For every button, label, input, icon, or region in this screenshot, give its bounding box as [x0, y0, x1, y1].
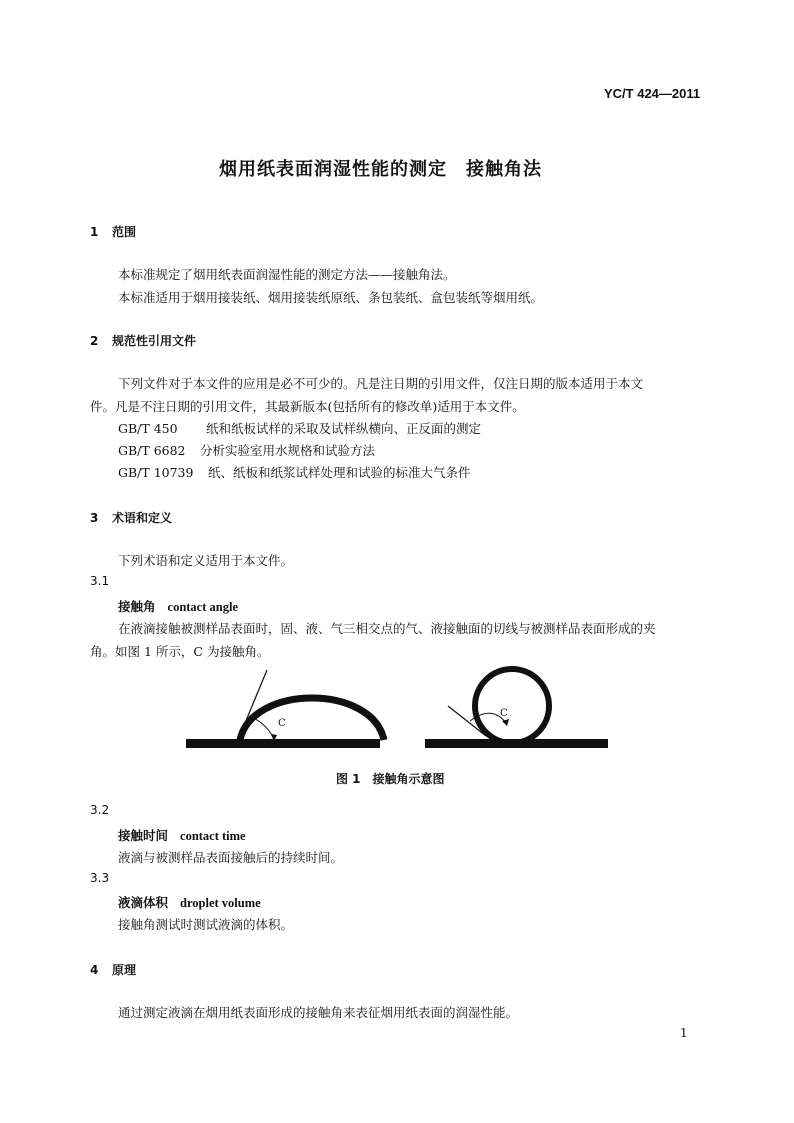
term-heading [118, 597, 238, 615]
section-4-heading [90, 961, 136, 978]
section-title: 原理 [112, 963, 137, 977]
section-1-heading [90, 223, 136, 240]
droplet-left [240, 698, 384, 740]
reference-title: 纸、纸板和纸浆试样处理和试验的标准大气条件 [208, 465, 471, 480]
section-2-heading [90, 332, 196, 349]
paragraph: 下列术语和定义适用于本文件。 [118, 553, 294, 568]
term-number: 3.3 [90, 871, 110, 885]
section-number: 4 [90, 963, 99, 977]
reference-code: GB/T 6682 [118, 443, 186, 458]
standard-number: YC/T 424—2011 [604, 86, 701, 101]
definition: 在液滴接触被测样品表面时，固、液、气三相交点的气、液接触面的切线与被测样品表面形成的夹 [118, 621, 656, 636]
term-zh: 液滴体积 [118, 895, 169, 910]
definition: 角。如图 1 所示，C 为接触角。 [90, 644, 270, 659]
section-number: 3 [90, 511, 99, 525]
term-heading [118, 826, 246, 844]
reference-item [118, 441, 375, 459]
section-number: 1 [90, 225, 99, 239]
paragraph: 下列文件对于本文件的应用是必不可少的。凡是注日期的引用文件，仅注日期的版本适用于本文 [118, 376, 644, 391]
definition: 液滴与被测样品表面接触后的持续时间。 [118, 850, 344, 865]
paragraph: 本标准适用于烟用接装纸、烟用接装纸原纸、条包装纸、盒包装纸等烟用纸。 [118, 290, 544, 305]
term-heading [118, 893, 261, 911]
term-zh: 接触角 [118, 599, 156, 614]
angle-label-left: C [278, 718, 286, 729]
section-title: 术语和定义 [112, 511, 173, 525]
definition: 接触角测试时测试液滴的体积。 [118, 917, 294, 932]
term-number: 3.2 [90, 803, 110, 817]
tangent-line-left [238, 670, 267, 740]
surface-left [186, 739, 380, 748]
angle-label-right: C [500, 708, 508, 719]
term-number: 3.1 [90, 574, 110, 588]
reference-title: 分析实验室用水规格和试验方法 [200, 443, 376, 458]
reference-code: GB/T 450 [118, 421, 178, 436]
figure-caption: 图 1 接触角示意图 [336, 772, 445, 786]
paragraph: 通过测定液滴在烟用纸表面形成的接触角来表征烟用纸表面的润湿性能。 [118, 1005, 519, 1020]
term-zh: 接触时间 [118, 828, 169, 843]
term-en: contact time [180, 829, 246, 843]
term-en: droplet volume [180, 896, 261, 910]
reference-item [118, 463, 471, 481]
paragraph: 本标准规定了烟用纸表面润湿性能的测定方法——接触角法。 [118, 267, 456, 282]
reference-title: 纸和纸板试样的采取及试样纵横向、正反面的测定 [206, 421, 482, 436]
page-number: 1 [680, 1026, 688, 1040]
paragraph: 件。凡是不注日期的引用文件，其最新版本(包括所有的修改单)适用于本文件。 [90, 399, 525, 414]
droplet-right [475, 669, 549, 743]
reference-item [118, 419, 481, 437]
section-title: 范围 [112, 225, 137, 239]
reference-code: GB/T 10739 [118, 465, 194, 480]
section-number: 2 [90, 334, 99, 348]
contact-angle-figure [180, 664, 620, 756]
section-title: 规范性引用文件 [112, 334, 197, 348]
document-title: 烟用纸表面润湿性能的测定 接触角法 [219, 159, 542, 180]
term-en: contact angle [167, 600, 238, 614]
section-3-heading [90, 509, 172, 526]
